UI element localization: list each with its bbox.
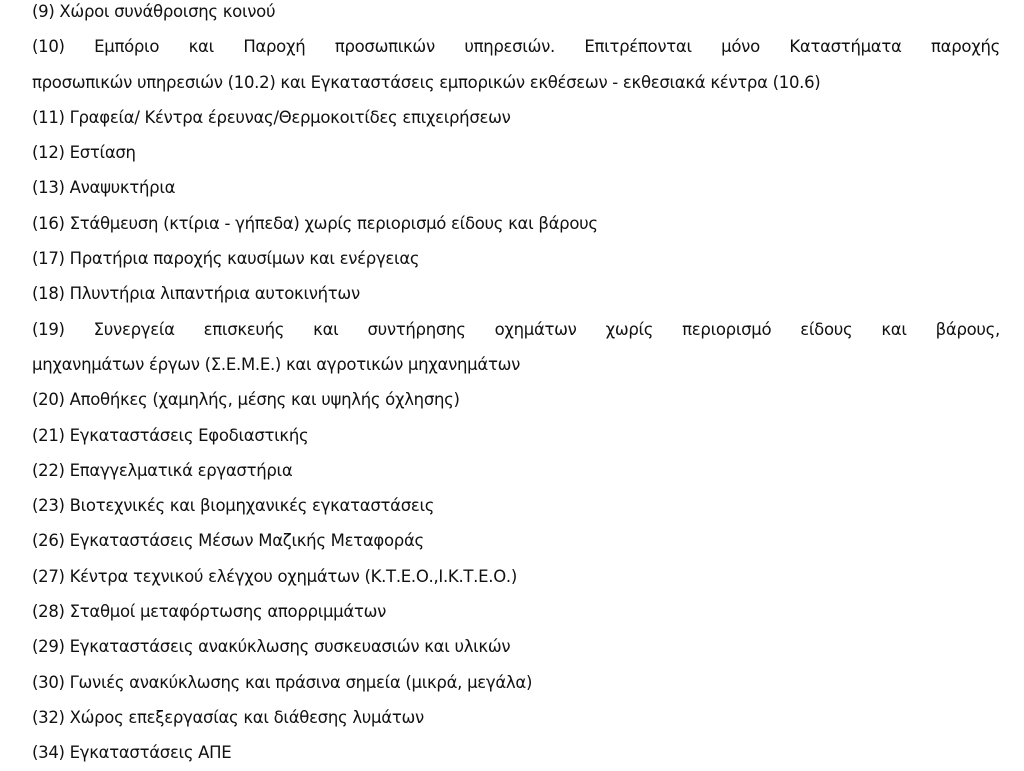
list-item <box>32 312 1000 383</box>
list-item <box>32 0 1000 29</box>
list-item-line: (12) Εστίαση <box>32 143 136 163</box>
list-item-line: (21) Εγκαταστάσεις Εφοδιαστικής <box>32 425 309 445</box>
list-item-line: (17) Πρατήρια παροχής καυσίμων και ενέργειας <box>32 249 420 269</box>
list-item-line: (18) Πλυντήρια λιπαντήρια αυτοκινήτων <box>32 284 360 304</box>
list-item-line: (32) Χώρος επεξεργασίας και διάθεσης λυμάτων <box>32 707 424 727</box>
list-item <box>32 241 1000 276</box>
list-item <box>32 665 1000 700</box>
list-item <box>32 135 1000 170</box>
list-item-line: (19) Συνεργεία επισκευής και συντήρησης οχημάτων χωρίς περιορισμό είδους και βάρους, <box>32 319 1000 339</box>
list-item <box>32 488 1000 523</box>
list-item-line: (26) Εγκαταστάσεις Μέσων Μαζικής Μεταφοράς <box>32 531 424 551</box>
list-item-line: (29) Εγκαταστάσεις ανακύκλωσης συσκευασιών και υλικών <box>32 637 511 657</box>
list-item <box>32 382 1000 417</box>
list-item <box>32 100 1000 135</box>
list-item <box>32 170 1000 205</box>
list-item-line: (16) Στάθμευση (κτίρια - γήπεδα) χωρίς περιορισμό είδους και βάρους <box>32 213 598 233</box>
list-item-line: (28) Σταθμοί μεταφόρτωσης απορριμμάτων <box>32 602 387 622</box>
list-item-line: (34) Εγκαταστάσεις ΑΠΕ <box>32 743 232 763</box>
list-item <box>32 523 1000 558</box>
list-item <box>32 29 1000 100</box>
list-item <box>32 559 1000 594</box>
list-item <box>32 276 1000 311</box>
list-item <box>32 206 1000 241</box>
list-item <box>32 418 1000 453</box>
list-item-line: (11) Γραφεία/ Κέντρα έρευνας/Θερμοκοιτίδες επιχειρήσεων <box>32 107 511 127</box>
list-item-line: (20) Αποθήκες (χαμηλής, μέσης και υψηλής όχλησης) <box>32 390 460 410</box>
land-use-list <box>32 0 1000 771</box>
list-item-line: (27) Κέντρα τεχνικού ελέγχου οχημάτων (Κ.Τ.Ε.Ο.,Ι.Κ.Τ.Ε.Ο.) <box>32 566 517 586</box>
list-item-line: (10) Εμπόριο και Παροχή προσωπικών υπηρεσιών. Επιτρέπονται μόνο Καταστήματα παροχής <box>32 37 1000 57</box>
list-item-line: μηχανημάτων έργων (Σ.Ε.Μ.Ε.) και αγροτικών μηχανημάτων <box>32 354 521 374</box>
list-item-line: προσωπικών υπηρεσιών (10.2) και Εγκαταστάσεις εμπορικών εκθέσεων - εκθεσιακά κέντρα (10.6) <box>32 72 821 92</box>
list-item <box>32 629 1000 664</box>
list-item-line: (13) Αναψυκτήρια <box>32 178 176 198</box>
list-item <box>32 735 1000 770</box>
list-item <box>32 700 1000 735</box>
list-item <box>32 453 1000 488</box>
list-item-line: (22) Επαγγελματικά εργαστήρια <box>32 460 293 480</box>
list-item-line: (30) Γωνιές ανακύκλωσης και πράσινα σημεία (μικρά, μεγάλα) <box>32 672 533 692</box>
list-item <box>32 594 1000 629</box>
list-item-line: (9) Χώροι συνάθροισης κοινού <box>32 2 276 21</box>
list-item-line: (23) Βιοτεχνικές και βιομηχανικές εγκαταστάσεις <box>32 496 435 516</box>
